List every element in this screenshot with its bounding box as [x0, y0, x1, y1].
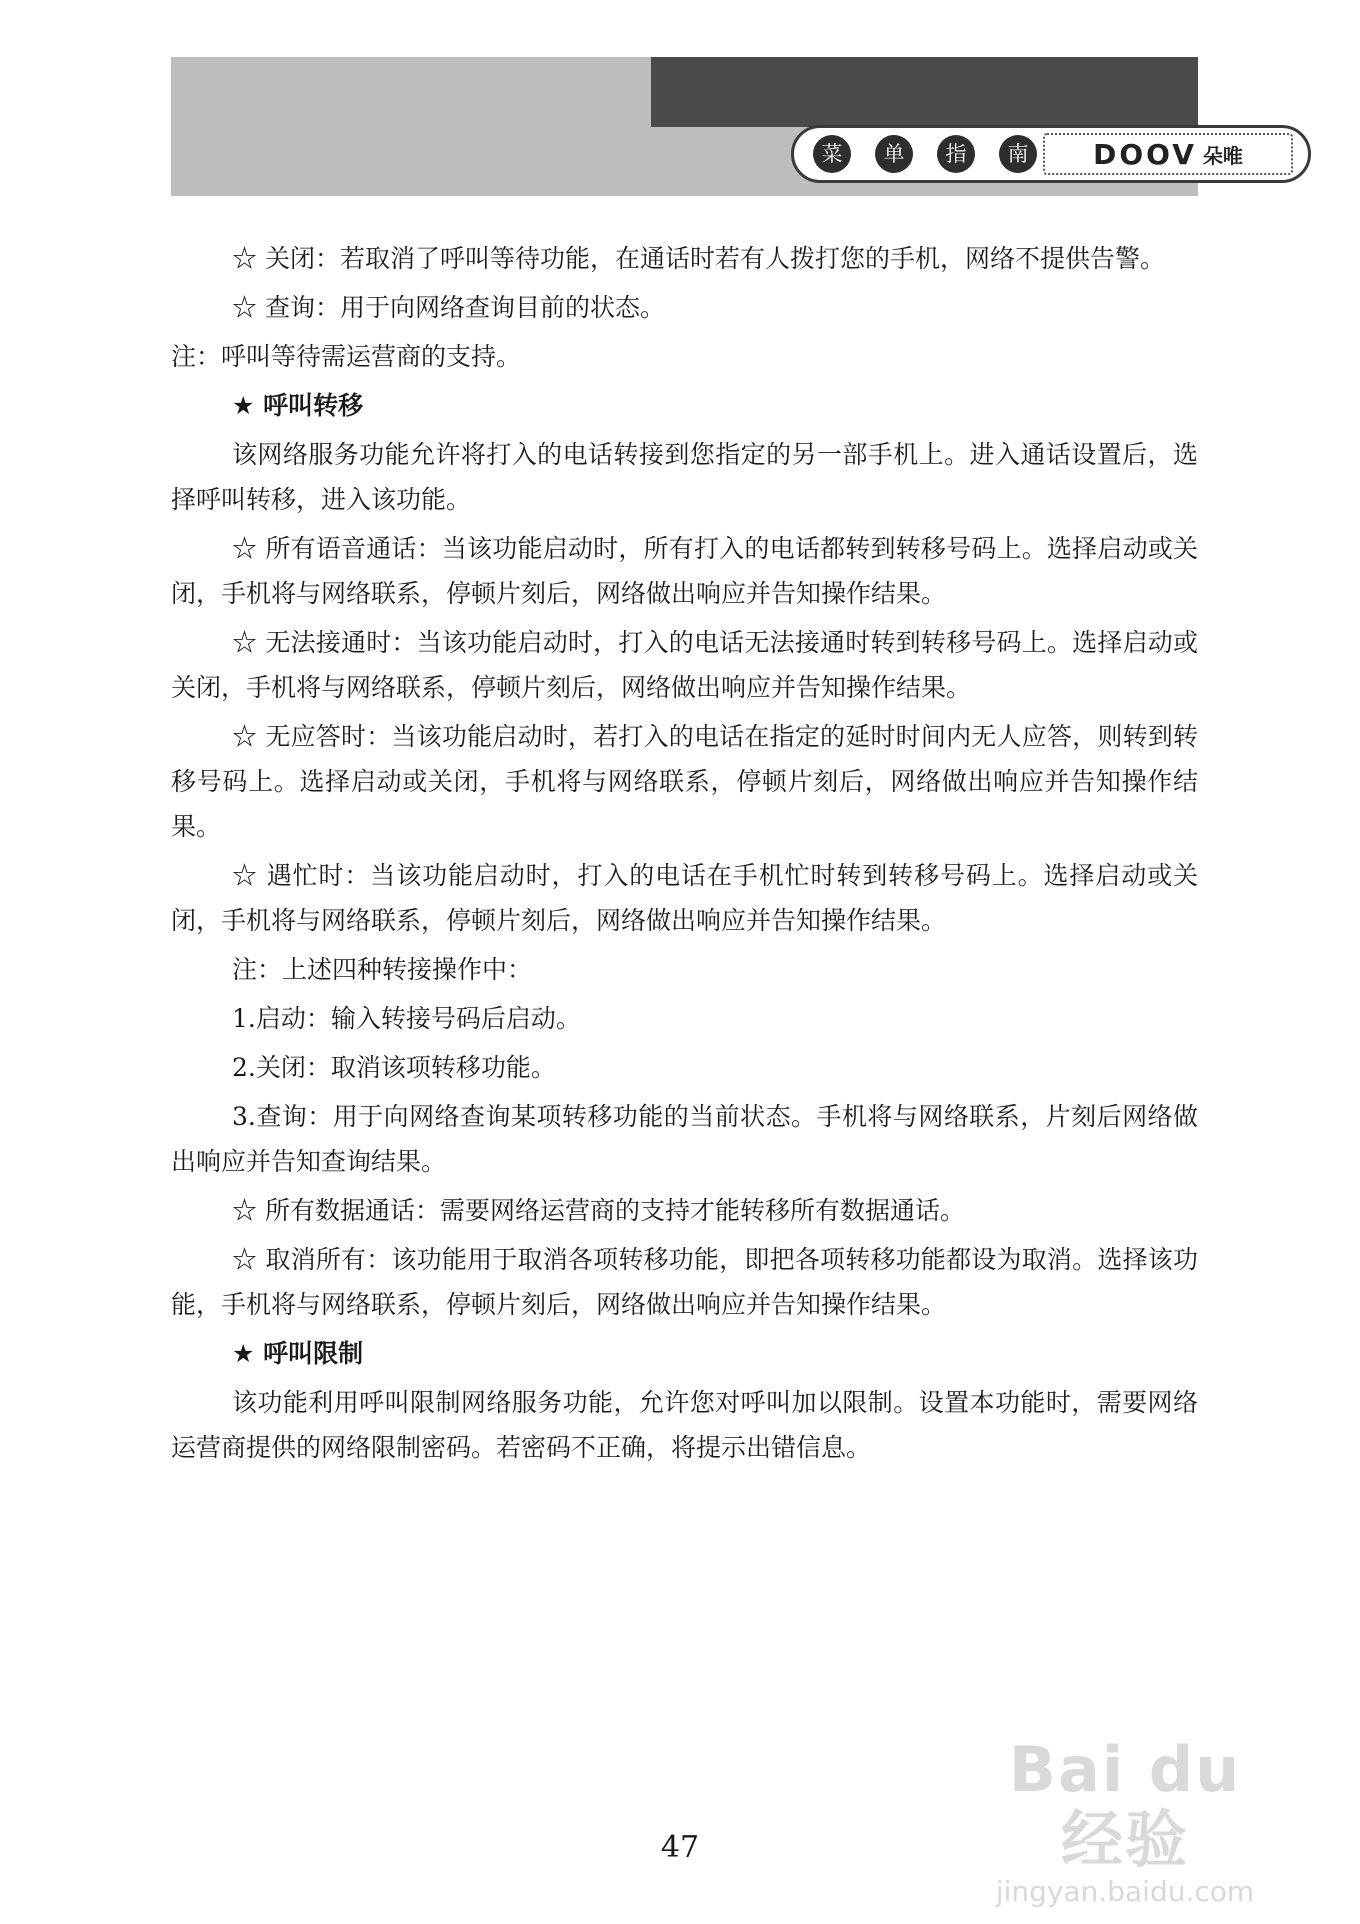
- body-paragraph: 该功能利用呼叫限制网络服务功能，允许您对呼叫加以限制。设置本功能时，需要网络运营商提供的网络限制密码。若密码不正确，将提示出错信息。: [171, 1388, 1198, 1462]
- body-paragraph: ☆ 关闭：若取消了呼叫等待功能，在通话时若有人拨打您的手机，网络不提供告警。: [232, 244, 1165, 273]
- page-number: 47: [660, 1830, 700, 1865]
- watermark-logo-text: Bai du 经验: [1008, 1733, 1242, 1876]
- body-paragraph: 1.启动：输入转接号码后启动。: [232, 1004, 581, 1033]
- body-paragraph: 注：上述四种转接操作中：: [232, 955, 533, 984]
- page-header-banner: [171, 57, 1243, 196]
- menu-char-4: 南: [999, 135, 1037, 173]
- section-heading: ★ 呼叫转移: [232, 391, 364, 420]
- body-paragraph: ☆ 无法接通时：当该功能启动时，打入的电话无法接通时转到转移号码上。选择启动或关闭，手机将与网络联系，停顿片刻后，网络做出响应并告知操作结果。: [171, 628, 1198, 702]
- menu-guide-title: [813, 135, 1037, 173]
- body-paragraph: 注：呼叫等待需运营商的支持。: [171, 342, 522, 371]
- banner-dark-panel: [651, 57, 1198, 127]
- body-paragraph: ☆ 无应答时：当该功能启动时，若打入的电话在指定的延时时间内无人应答，则转到转移号码上。选择启动或关闭，手机将与网络联系，停顿片刻后，网络做出响应并告知操作结果。: [171, 722, 1198, 841]
- manual-body: [171, 236, 1198, 1474]
- body-paragraph: 该网络服务功能允许将打入的电话转接到您指定的另一部手机上。进入通话设置后，选择呼叫转移，进入该功能。: [171, 440, 1198, 514]
- brand-logo-text: DOOV: [1093, 137, 1197, 171]
- body-paragraph: ☆ 遇忙时：当该功能启动时，打入的电话在手机忙时转到转移号码上。选择启动或关闭，手机将与网络联系，停顿片刻后，网络做出响应并告知操作结果。: [171, 861, 1198, 935]
- body-paragraph: ☆ 所有数据通话：需要网络运营商的支持才能转移所有数据通话。: [232, 1196, 965, 1225]
- menu-char-2: 单: [875, 135, 913, 173]
- brand-logo-cn: 朵唯: [1202, 143, 1243, 168]
- menu-char-1: 菜: [813, 135, 851, 173]
- brand-logo: [1043, 133, 1293, 175]
- menu-char-3: 指: [937, 135, 975, 173]
- body-paragraph: 3.查询：用于向网络查询某项转移功能的当前状态。手机将与网络联系，片刻后网络做出响应并告知查询结果。: [171, 1102, 1198, 1176]
- watermark-url: jingyan.baidu.com: [995, 1875, 1255, 1908]
- body-paragraph: 2.关闭：取消该项转移功能。: [232, 1053, 556, 1082]
- body-paragraph: ☆ 取消所有：该功能用于取消各项转移功能，即把各项转移功能都设为取消。选择该功能，手机将与网络联系，停顿片刻后，网络做出响应并告知操作结果。: [171, 1245, 1198, 1319]
- body-paragraph: ☆ 所有语音通话：当该功能启动时，所有打入的电话都转到转移号码上。选择启动或关闭，手机将与网络联系，停顿片刻后，网络做出响应并告知操作结果。: [171, 534, 1198, 608]
- baidu-jingyan-watermark: [970, 1735, 1280, 1909]
- body-paragraph: ☆ 查询：用于向网络查询目前的状态。: [232, 293, 665, 322]
- section-heading: ★ 呼叫限制: [232, 1339, 364, 1368]
